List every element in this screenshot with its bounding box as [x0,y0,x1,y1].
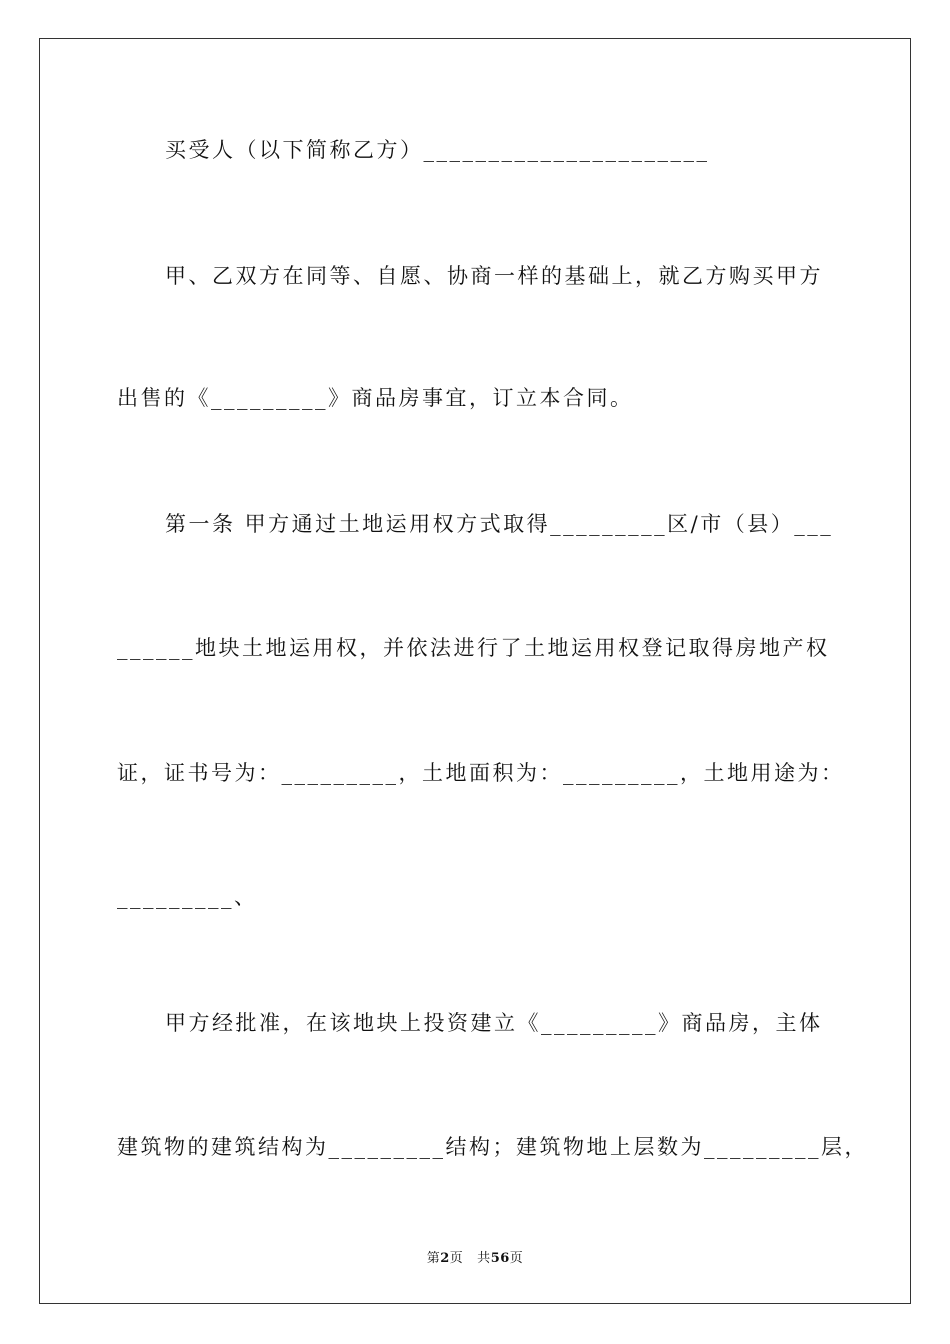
buyer-line: 买受人（以下简称乙方）______________________ [165,138,710,162]
page-frame [39,38,911,1304]
footer-page-number: 2 [440,1251,450,1266]
footer-total-pages: 56 [490,1251,510,1266]
article-1-line-4: _________、 [117,885,258,909]
paragraph-intro-line-2: 出售的《_________》商品房事宜，订立本合同。 [117,386,634,410]
construction-line-1: 甲方经批准，在该地块上投资建立《_________》商品房，主体 [165,1011,823,1035]
construction-line-2: 建筑物的建筑结构为_________结构；建筑物地上层数为_________层， [117,1135,868,1159]
article-1-line-1: 第一条 甲方通过土地运用权方式取得_________区/市（县）___ [165,512,834,536]
footer-total-prefix: 共 [477,1251,491,1266]
footer-total-suffix: 页 [509,1251,524,1266]
page-footer [0,1247,950,1266]
article-1-line-3: 证，证书号为：_________，土地面积为：_________，土地用途为： [117,761,845,785]
paragraph-intro-line-1: 甲、乙双方在同等、自愿、协商一样的基础上，就乙方购买甲方 [165,264,823,288]
footer-page-prefix: 第 [426,1251,441,1266]
footer-page-suffix: 页 [449,1251,464,1266]
article-1-line-2: ______地块土地运用权，并依法进行了土地运用权登记取得房地产权 [117,636,830,660]
